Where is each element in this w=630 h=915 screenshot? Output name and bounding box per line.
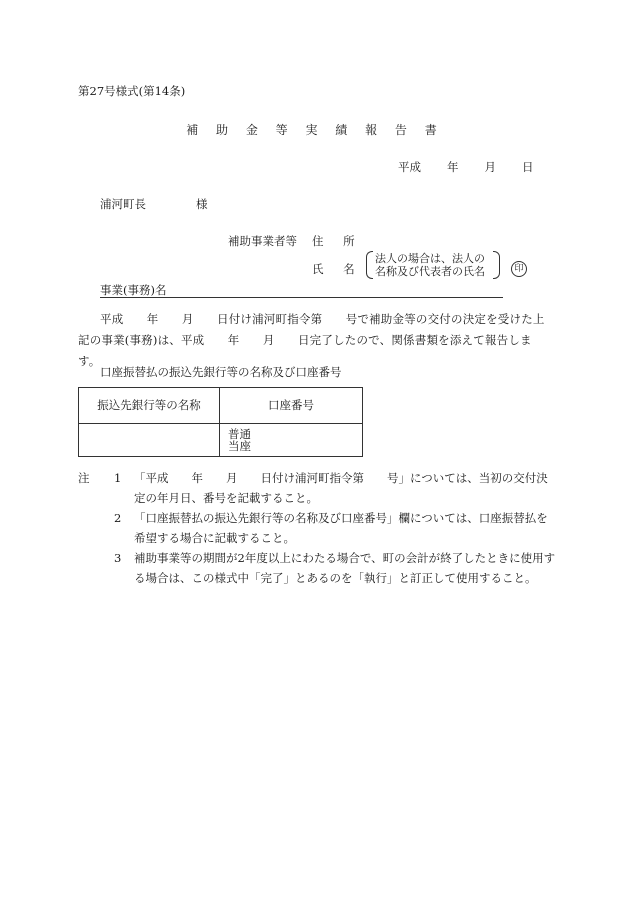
notes-label: 注 [78,471,90,485]
right-bracket [493,251,500,279]
seal-mark: 印 [511,261,527,277]
addressee-name: 浦河町長 [100,197,146,211]
note-item-1 [78,468,556,508]
notes-section [78,468,556,588]
corporate-note-line-2: 名称及び代表者の氏名 [375,265,485,278]
note-text: 「平成 年 月 日付け浦河町指令第 号」については、当初の交付決定の年月日、番号を記載すること。 [134,471,548,505]
account-number-header: 口座番号 [220,388,363,424]
account-type-current: 当座 [228,439,251,453]
bank-account-table [78,387,363,457]
date-day: 日 [522,160,534,174]
note-number: 2 [114,511,122,525]
note-number: 3 [114,551,122,565]
project-label: 事業(事務)名 [100,283,167,297]
corporate-note-line-1: 法人の場合は、法人の [375,252,485,265]
note-text: 補助事業等の期間が2年度以上にわたる場合で、町の会計が終了したときに使用する場合は、この様式中「完了」とあるのを「執行」と訂正して使用すること。 [134,551,556,585]
address-label: 住 所 [312,234,363,248]
date-era: 平成 [398,160,421,174]
corporate-note-text [375,252,485,278]
note-number: 1 [114,471,122,485]
report-date [398,162,534,174]
note-item-2 [78,508,556,548]
corporate-name-note [366,251,500,277]
applicant-label: 補助事業者等 [228,234,297,248]
date-year: 年 [447,160,459,174]
report-body-text: 平成 年 月 日付け浦河町指令第 号で補助金等の交付の決定を受けた上記の事業(事務)は、平成 年 月 日完了したので、関係書類を添えて報告します。 [78,312,545,368]
date-month: 月 [484,160,496,174]
note-text: 「口座振替払の振込先銀行等の名称及び口座番号」欄については、口座振替払を希望する場合に記載すること。 [134,511,548,545]
table-value-row [79,424,363,457]
addressee-honorific: 様 [196,197,208,211]
left-bracket [366,251,373,279]
note-item-3 [78,548,556,588]
bank-name-cell [79,424,220,457]
form-number: 第27号様式(第14条) [78,84,186,98]
bank-name-header: 振込先銀行等の名称 [79,388,220,424]
name-label: 氏 名 [312,262,363,276]
account-type-cell [220,424,363,457]
project-name-line [100,285,503,298]
account-type-ordinary: 普通 [228,427,251,441]
table-header-row [79,388,363,424]
document-title: 補 助 金 等 実 績 報 告 書 [186,123,444,137]
bank-caption: 口座振替払の振込先銀行等の名称及び口座番号 [100,365,342,379]
